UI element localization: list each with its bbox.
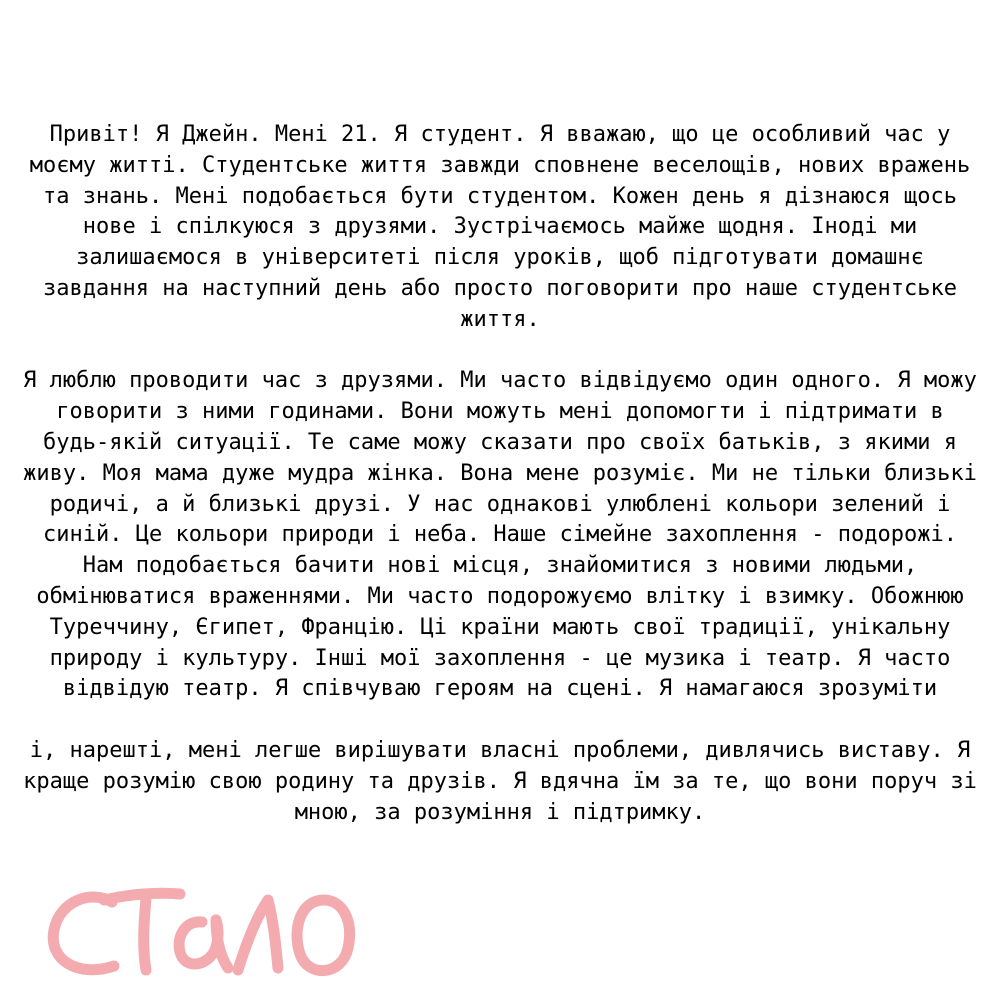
paragraph-2: Я люблю проводити час з друзями. Ми часто відвідуємо один одного. Я можу говорити з ними годинами. Вони можуть мені допомогти і підтримати в будь-якій ситуації. Те саме можу сказати про своїх батьків, з якими я живу. Моя мама дуже мудра жінка. Вона мене розуміє. Ми не тільки близькі родичі, а й близькі друзі. У нас однакові улюблені кольори зелений і синій. Це кольори природи і неба. Наше сімейне захоплення - подорожі. Нам подобається бачити нові місця, знайомитися з новими людьми, обмінюватися враженнями. Ми часто подорожуємо влітку і взимку. Обожнюю Туреччину, Єгипет, Францію. Ці країни мають свої традиції, унікальну природу і культуру. Інші мої захоплення - це музика і театр. Я часто відвідую театр. Я співчуваю героям на сцені. Я намагаюся зрозуміти bbox=[23, 368, 977, 702]
paragraph-1: Привіт! Я Джейн. Мені 21. Я студент. Я вважаю, що це особливий час у моєму житті. Студентське життя завжди сповнене веселощів, нових вражень та знань. Мені подобається бути студентом. Кожен день я дізнаюся щось нове і спілкуюся з друзями. Зустрічаємось майже щодня. Іноді ми залишаємося в університеті після уроків, щоб підготувати домашнє завдання на наступний день або просто поговорити про наше студентське життя. bbox=[29, 122, 971, 332]
paragraph-3: і, нарешті, мені легше вирішувати власні проблеми, дивлячись виставу. Я краще розумію свою родину та друзів. Я вдячна їм за те, що вони поруч зі мною, за розуміння і підтримку. bbox=[23, 737, 977, 825]
handwritten-stalo-drawing bbox=[30, 860, 370, 990]
document-body bbox=[20, 120, 980, 828]
handwritten-annotation bbox=[30, 860, 370, 990]
